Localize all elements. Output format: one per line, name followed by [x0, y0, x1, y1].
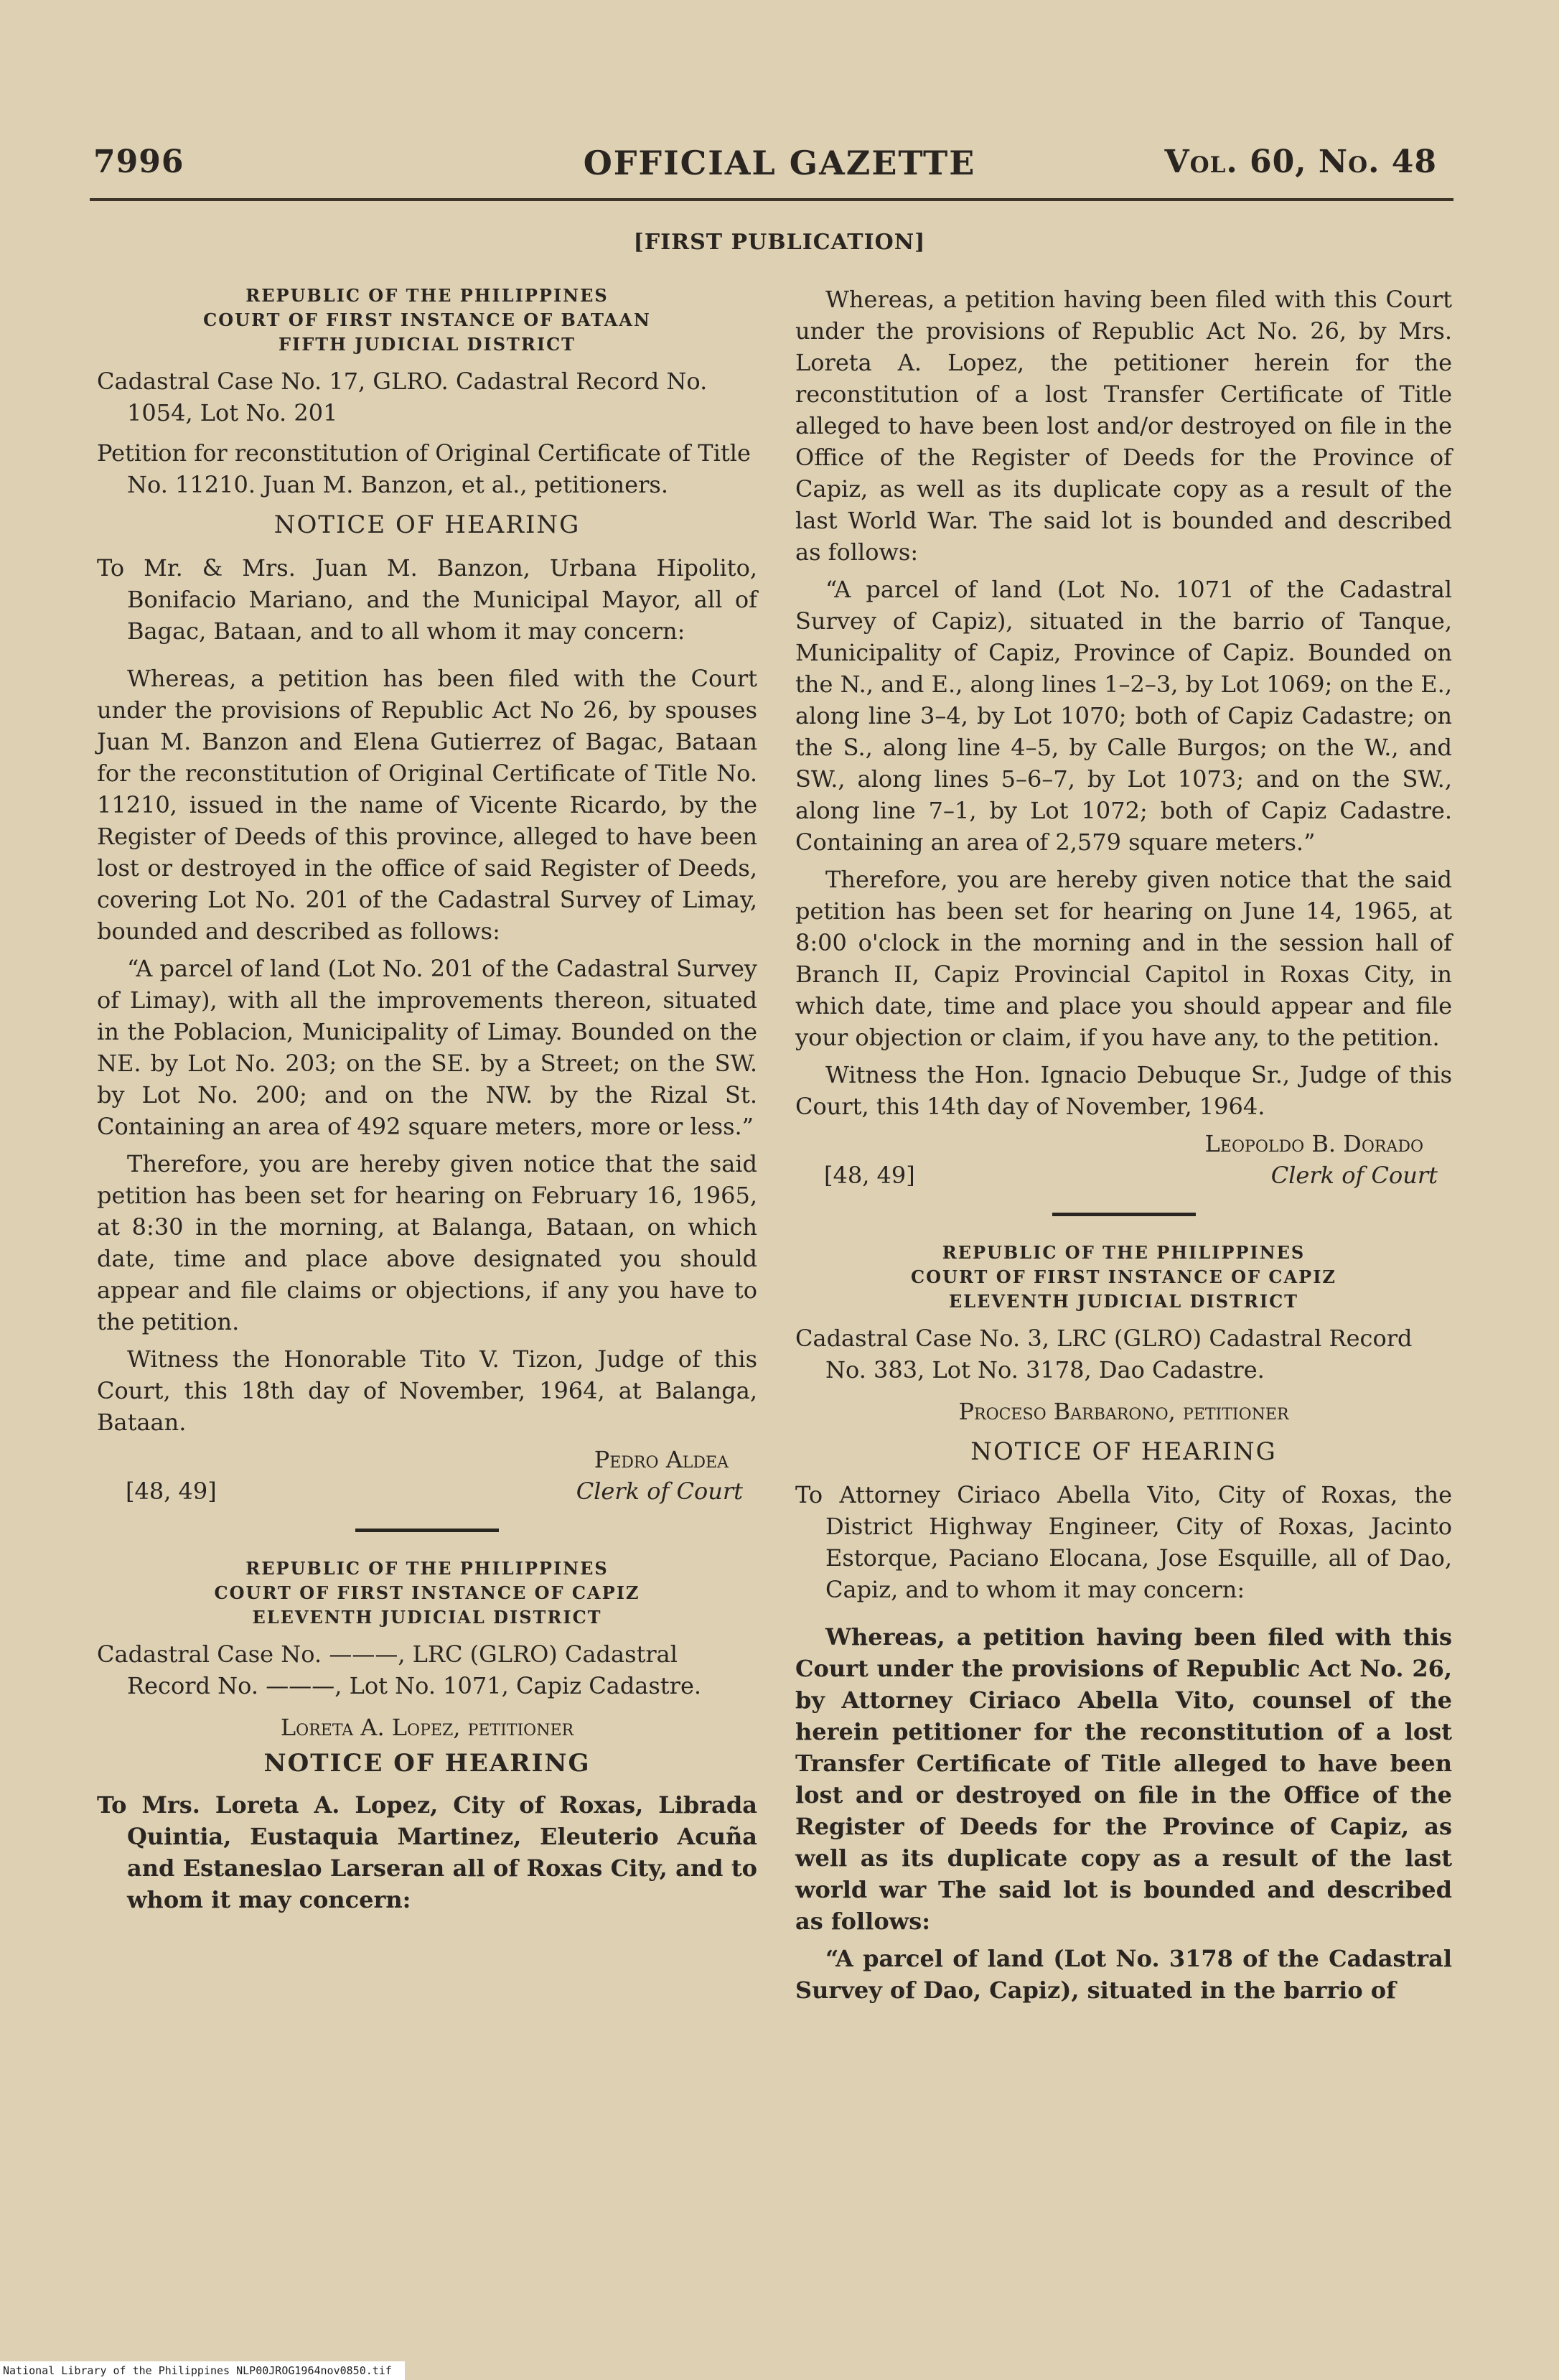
petition-title: Petition for reconstitution of Original Certificate of Title No. 11210. Juan M. Banzon, et al., petitioners.: [97, 439, 751, 498]
case-number: Cadastral Case No. 3, LRC (GLRO) Cadastral Record No. 383, Lot No. 3178, Dao Cadastre.: [795, 1325, 1413, 1383]
court-caption: [97, 284, 757, 357]
addressees: To Mr. & Mrs. Juan M. Banzon, Urbana Hipolito, Bonifacio Mariano, and the Municipal Mayor, all of Bagac, Bataan, and to all whom it may concern:: [97, 554, 757, 645]
notice-heading: NOTICE OF HEARING: [273, 510, 581, 539]
signature-block: [97, 1444, 757, 1507]
witness-paragraph: Witness the Honorable Tito V. Tizon, Judge of this Court, this 18th day of November, 1964, at Balanga, Bataan.: [97, 1345, 757, 1436]
court-line: ELEVENTH JUDICIAL DISTRICT: [252, 1607, 602, 1628]
court-line: FIFTH JUDICIAL DISTRICT: [278, 334, 576, 355]
court-caption: [795, 1241, 1452, 1314]
land-description: “A parcel of land (Lot No. 201 of the Cadastral Survey of Limay), with all the improvements thereon, situated in the Poblacion, Municipality of Limay. Bounded on the NE. by Lot No. 203; on the SE. by a Street; on the SW. by Lot No. 200; and on the NW. by the Rizal St. Containing an area of 492 square meters, more or less.”: [97, 955, 757, 1140]
court-line: COURT OF FIRST INSTANCE OF CAPIZ: [214, 1582, 640, 1603]
notice-heading: NOTICE OF HEARING: [263, 1749, 591, 1778]
petitioner-line: Loreta A. Lopez, petitioner: [280, 1714, 574, 1741]
land-description: “A parcel of land (Lot No. 3178 of the Cadastral Survey of Dao, Capiz), situated in the barrio of: [795, 1945, 1452, 2004]
witness-paragraph: Witness the Hon. Ignacio Debuque Sr., Judge of this Court, this 14th day of November, 1964.: [795, 1061, 1452, 1120]
body-paragraph: Therefore, you are hereby given notice that the said petition has been set for hearing on June 14, 1965, at 8:00 o'clock in the morning and in the session hall of Branch II, Capiz Provincial Capitol in Roxas City, in which date, time and place you should appear and file your objection or claim, if you have any, to the petition.: [795, 866, 1452, 1051]
court-line: REPUBLIC OF THE PHILIPPINES: [245, 1558, 609, 1579]
body-paragraph: Whereas, a petition having been filed with this Court under the provisions of Republic Act No. 26, by Mrs. Loreta A. Lopez, the petitioner herein for the reconstitution of a lost Transfer Certificate of Title alleged to have been lost and/or destroyed on file in the Office of the Register of Deeds for the Province of Capiz, as well as its duplicate copy as a result of the last World War. The said lot is bounded and described as follows:: [795, 286, 1452, 566]
court-line: COURT OF FIRST INSTANCE OF BATAAN: [203, 309, 651, 330]
signer-title: Clerk of Court: [576, 1478, 743, 1505]
signer-title: Clerk of Court: [1270, 1162, 1438, 1189]
section-divider: [355, 1529, 499, 1532]
body-paragraph: Whereas, a petition has been filed with the Court under the provisions of Republic Act No 26, by spouses Juan M. Banzon and Elena Gutierrez of Bagac, Bataan for the reconstitution of Original Certificate of Title No. 11210, issued in the name of Vicente Ricardo, by the Register of Deeds of this province, alleged to have been lost or destroyed in the office of said Register of Deeds, covering Lot No. 201 of the Cadastral Survey of Limay, bounded and described as follows:: [97, 665, 757, 945]
addressees: To Mrs. Loreta A. Lopez, City of Roxas, Librada Quintia, Eustaquia Martinez, Eleuterio Acuña and Estaneslao Larseran all of Roxas City, and to whom it may concern:: [97, 1791, 757, 1913]
court-line: REPUBLIC OF THE PHILIPPINES: [942, 1242, 1306, 1263]
volume-number: Vol. 60, No. 48: [1164, 144, 1437, 180]
petitioner-line: Proceso Barbarono, petitioner: [958, 1398, 1289, 1425]
court-caption: [97, 1557, 757, 1630]
signer-name: Leopoldo B. Dorado: [1204, 1130, 1423, 1157]
body-paragraph: Whereas, a petition having been filed with this Court under the provisions of Republic Act No. 26, by Attorney Ciriaco Abella Vito, counsel of the herein petitioner for the reconstitution of a lost Transfer Certificate of Title alleged to have been lost and or destroyed on file in the Office of the Register of Deeds for the Province of Capiz, as well as its duplicate copy as a result of the last world war The said lot is bounded and described as follows:: [795, 1623, 1452, 1935]
publication-label: [FIRST PUBLICATION]: [633, 230, 926, 255]
scan-footer: National Library of the Philippines NLP00JROG1964nov0850.tif: [0, 2361, 405, 2380]
addressees: To Attorney Ciriaco Abella Vito, City of Roxas, the District Highway Engineer, City of Roxas, Jacinto Estorque, Paciano Elocana, Jose Esquille, all of Dao, Capiz, and to whom it may concern:: [795, 1481, 1452, 1603]
page-number: 7996: [93, 144, 184, 180]
issue-tag: [48, 49]: [824, 1162, 915, 1189]
land-description: “A parcel of land (Lot No. 1071 of the Cadastral Survey of Capiz), situated in the barrio of Tanque, Municipality of Capiz, Province of Capiz. Bounded on the N., and E., along lines 1–2–3, by Lot 1069; on the E., along line 3–4, by Lot 1070; both of Capiz Cadastre; on the S., along line 4–5, by Calle Burgos; on the W., and SW., along lines 5–6–7, by Lot 1073; and on the SW., along line 7–1, by Lot 1072; both of Capiz Cadastre. Containing an area of 2,579 square meters.”: [795, 576, 1452, 856]
publication-title: OFFICIAL GAZETTE: [583, 144, 976, 182]
signature-block: [795, 1128, 1452, 1191]
notice-heading: NOTICE OF HEARING: [970, 1437, 1277, 1466]
court-line: REPUBLIC OF THE PHILIPPINES: [245, 285, 609, 306]
court-line: ELEVENTH JUDICIAL DISTRICT: [948, 1291, 1299, 1312]
signer-name: Pedro Aldea: [594, 1446, 729, 1473]
issue-tag: [48, 49]: [126, 1478, 217, 1505]
court-line: COURT OF FIRST INSTANCE OF CAPIZ: [911, 1266, 1336, 1287]
header-rule: [90, 198, 1453, 201]
left-column: [97, 284, 757, 1931]
case-number: Cadastral Case No. 17, GLRO. Cadastral Record No. 1054, Lot No. 201: [97, 368, 708, 426]
case-number: Cadastral Case No. ———, LRC (GLRO) Cadastral Record No. ———, Lot No. 1071, Capiz Cadastre.: [97, 1641, 702, 1699]
body-paragraph: Therefore, you are hereby given notice that the said petition has been set for hearing on February 16, 1965, at 8:30 in the morning, at Balanga, Bataan, on which date, time and place above designated you should appear and file claims or objections, if any you have to the petition.: [97, 1150, 757, 1335]
section-divider: [1052, 1213, 1196, 1216]
right-column: [795, 284, 1452, 2012]
